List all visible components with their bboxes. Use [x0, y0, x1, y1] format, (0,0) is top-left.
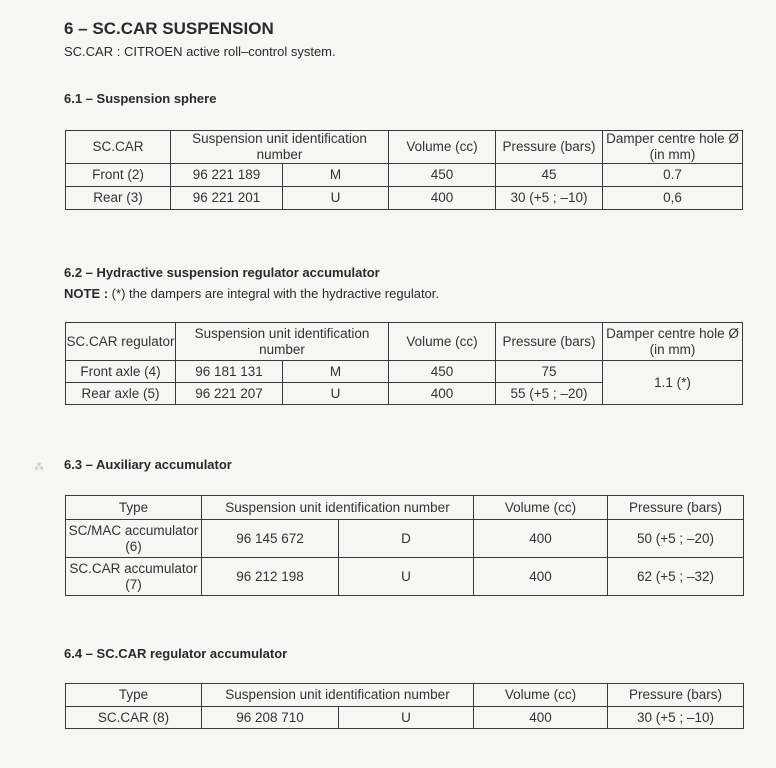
hydractive-regulator-table: [65, 322, 743, 405]
page-subtitle: SC.CAR : CITROEN active roll–control system.: [64, 44, 336, 59]
table-cell: U: [339, 707, 474, 729]
table-cell: Front axle (4): [66, 361, 176, 383]
table-cell: 62 (+5 ; –32): [608, 558, 744, 596]
header-cell: Pressure (bars): [496, 323, 603, 361]
header-cell: Pressure (bars): [608, 496, 744, 520]
regulator-accumulator-table: [65, 683, 744, 729]
header-cell: Damper centre hole Ø (in mm): [603, 131, 743, 164]
table-cell: 450: [389, 164, 496, 187]
table-cell: M: [283, 361, 389, 383]
header-cell: Volume (cc): [474, 496, 608, 520]
table-cell: U: [283, 187, 389, 210]
suspension-sphere-table: [65, 130, 743, 210]
table-cell: 96 145 672: [202, 520, 339, 558]
table-row: [66, 558, 744, 596]
section-title-auxiliary-accumulator: 6.3 – Auxiliary accumulator: [64, 457, 232, 472]
table-header-row: [66, 684, 744, 707]
table-cell: SC/MAC accumulator (6): [66, 520, 202, 558]
header-cell: Suspension unit identification number: [176, 323, 389, 361]
page-title: 6 – SC.CAR SUSPENSION: [64, 19, 274, 38]
table-cell: 96 221 201: [171, 187, 283, 210]
header-cell: Type: [66, 496, 202, 520]
table-cell: U: [283, 383, 389, 405]
header-cell: Type: [66, 684, 202, 707]
header-cell: Volume (cc): [389, 131, 496, 164]
note: [64, 286, 439, 301]
table-cell: U: [339, 558, 474, 596]
table-cell: 55 (+5 ; –20): [496, 383, 603, 405]
header-cell: SC.CAR: [66, 131, 171, 164]
table-cell: D: [339, 520, 474, 558]
table-cell: 75: [496, 361, 603, 383]
table-cell: 0.7: [603, 164, 743, 187]
header-cell: Damper centre hole Ø (in mm): [603, 323, 743, 361]
table-cell: 96 221 207: [176, 383, 283, 405]
table-cell: 30 (+5 ; –10): [608, 707, 744, 729]
header-cell: SC.CAR regulator: [66, 323, 176, 361]
table-cell: 400: [474, 558, 608, 596]
header-cell: Suspension unit identification number: [202, 496, 474, 520]
table-cell: 400: [389, 383, 496, 405]
table-row: [66, 707, 744, 729]
table-cell: M: [283, 164, 389, 187]
auxiliary-accumulator-table: [65, 495, 744, 596]
note-label: NOTE :: [64, 286, 109, 301]
header-cell: Suspension unit identification number: [202, 684, 474, 707]
header-cell: Volume (cc): [389, 323, 496, 361]
table-cell: 30 (+5 ; –10): [496, 187, 603, 210]
table-cell: 50 (+5 ; –20): [608, 520, 744, 558]
table-row: [66, 164, 743, 187]
table-cell: 400: [474, 520, 608, 558]
section-title-hydractive-regulator: 6.2 – Hydractive suspension regulator accumulator: [64, 265, 380, 280]
header-cell: Pressure (bars): [496, 131, 603, 164]
table-cell: Front (2): [66, 164, 171, 187]
table-cell: 45: [496, 164, 603, 187]
header-cell: Volume (cc): [474, 684, 608, 707]
table-cell: SC.CAR accumulator (7): [66, 558, 202, 596]
table-cell: 96 208 710: [202, 707, 339, 729]
table-cell: 400: [389, 187, 496, 210]
table-cell: Rear axle (5): [66, 383, 176, 405]
scan-smudge: ⁂: [34, 462, 44, 473]
table-cell: 400: [474, 707, 608, 729]
note-text: (*) the dampers are integral with the hydractive regulator.: [108, 286, 440, 301]
table-cell: Rear (3): [66, 187, 171, 210]
table-cell: 96 181 131: [176, 361, 283, 383]
section-title-suspension-sphere: 6.1 – Suspension sphere: [64, 91, 217, 106]
table-row: [66, 361, 743, 383]
table-row: [66, 520, 744, 558]
table-header-row: [66, 131, 743, 164]
section-title-regulator-accumulator: 6.4 – SC.CAR regulator accumulator: [64, 646, 288, 661]
table-header-row: [66, 323, 743, 361]
table-header-row: [66, 496, 744, 520]
table-cell: 450: [389, 361, 496, 383]
header-cell: Pressure (bars): [608, 684, 744, 707]
table-cell-damper-shared: 1.1 (*): [603, 361, 743, 405]
table-cell: 0,6: [603, 187, 743, 210]
table-cell: SC.CAR (8): [66, 707, 202, 729]
table-cell: 96 212 198: [202, 558, 339, 596]
table-cell: 96 221 189: [171, 164, 283, 187]
header-cell: Suspension unit identification number: [171, 131, 389, 164]
table-row: [66, 187, 743, 210]
